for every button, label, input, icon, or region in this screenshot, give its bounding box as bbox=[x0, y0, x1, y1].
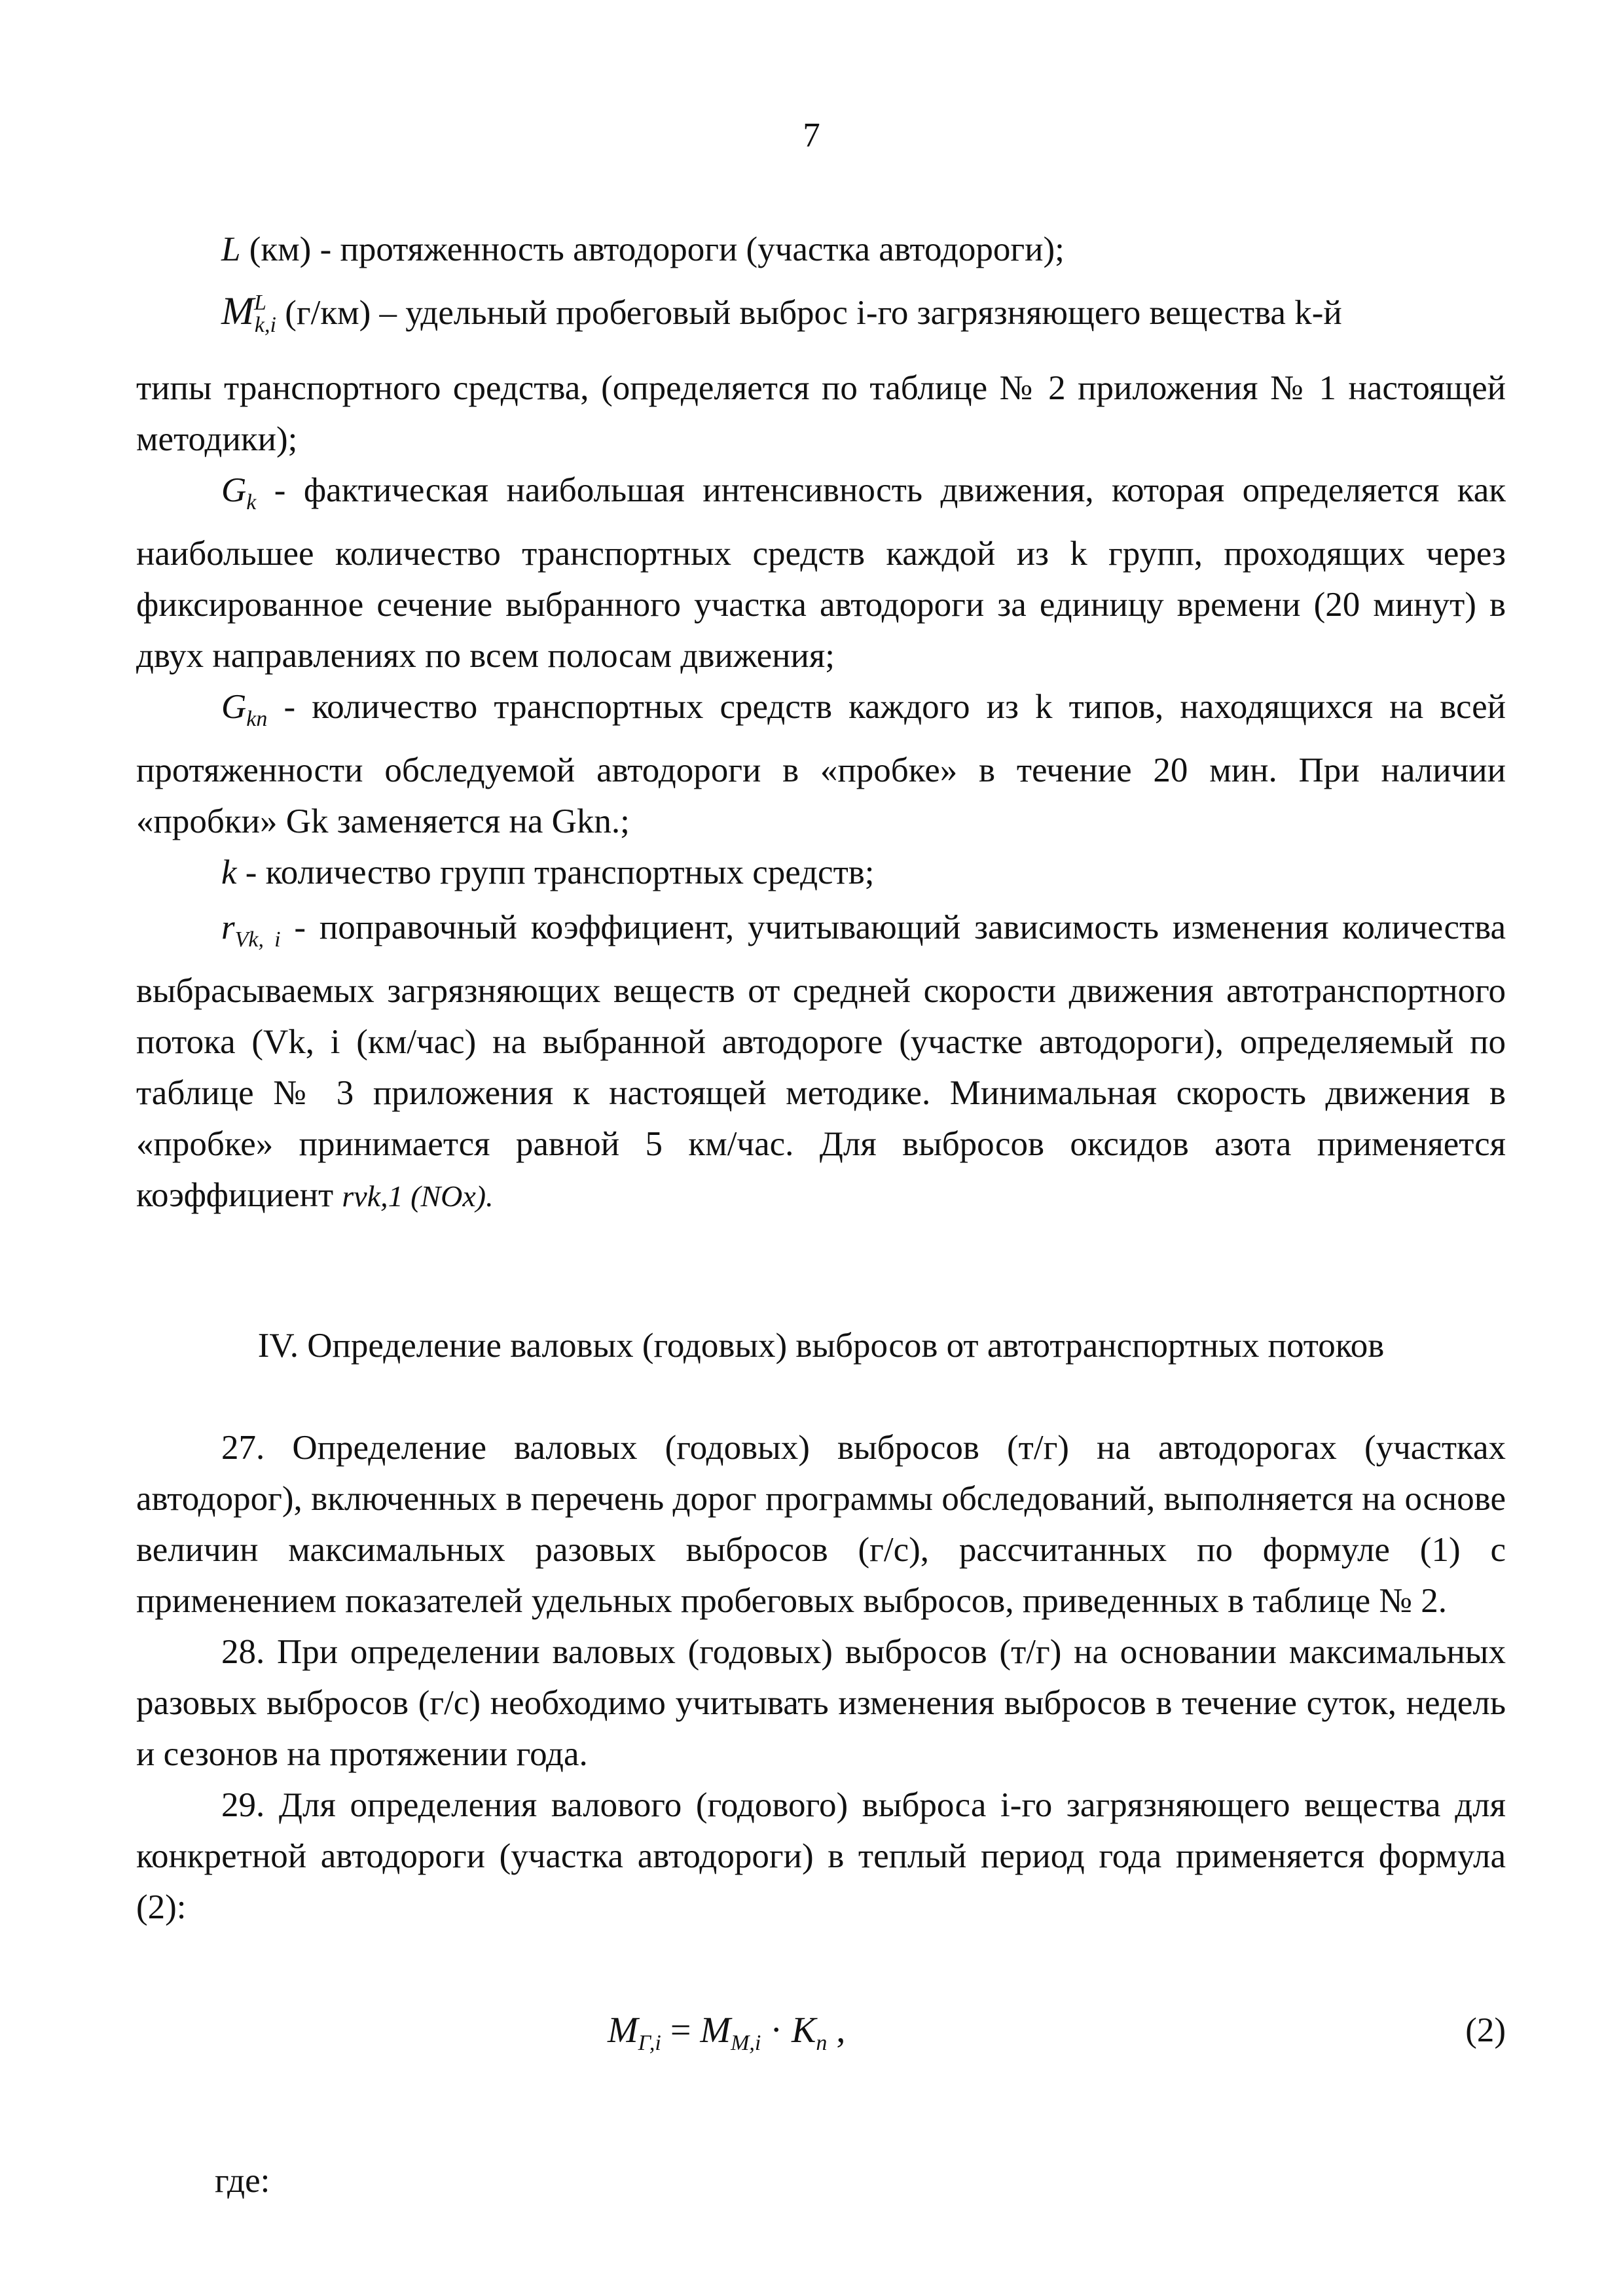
spacer bbox=[136, 1222, 1506, 1320]
symbol-M: $M^L_{k,i}$ bbox=[221, 289, 276, 337]
definition-k-text: - количество групп транспортных средств; bbox=[236, 853, 875, 891]
symbol-r: $r_{Vk, i}$ bbox=[221, 908, 281, 952]
where-label: где: bbox=[215, 2162, 270, 2200]
nox-coefficient: rvk,1 (NOx). bbox=[342, 1179, 494, 1213]
symbol-Gkn: $G_{kn}$ bbox=[221, 688, 268, 731]
formula-number: (2) bbox=[1465, 2011, 1506, 2049]
definition-M-continued: типы транспортного средства, (определяется по таблице № 2 приложения № 1 настоящей методики); bbox=[136, 369, 1506, 458]
symbol-Gk: $G_k$ bbox=[221, 471, 257, 514]
spacer bbox=[136, 1371, 1506, 1422]
definition-M-text: (г/км) – удельный пробеговый выброс i-го загрязняющего вещества k-й bbox=[276, 294, 1342, 332]
page-number: 7 bbox=[803, 117, 820, 154]
definition-r bbox=[136, 902, 1506, 1222]
paragraph-29: 29. Для определения валового (годового) выброса i-го загрязняющего вещества для конкретной автодороги (участка автодороги) в теплый период года применяется формула (2): bbox=[136, 1786, 1506, 1926]
definition-Gk bbox=[136, 465, 1506, 681]
document-body bbox=[136, 224, 1506, 2206]
paragraph-28: 28. При определении валовых (годовых) выбросов (т/г) на основании максимальных разовых выбросов (г/с) необходимо учитывать изменения выбросов в течение суток, недель и сезонов на протяжении года. bbox=[136, 1633, 1506, 1773]
definition-r-text: - поправочный коэффициент, учитывающий зависимость изменения количества выбрасываемых загрязняющих веществ от средней скорости движения автотранспортного потока (Vk, i (км/час) на выбранной автодороге (участке автодороги), определяемый по таблице № 3 приложения к настоящей методике. Минимальная скорость движения в «пробке» принимается равной 5 км/час. Для выбросов оксидов азота применяется коэффициент bbox=[136, 908, 1506, 1214]
section-heading: IV. Определение валовых (годовых) выбросов от автотранспортных потоков bbox=[257, 1327, 1385, 1365]
definition-k bbox=[136, 847, 1506, 898]
symbol-k: k bbox=[221, 853, 237, 891]
definition-L-text: (км) - протяженность автодороги (участка автодороги); bbox=[240, 230, 1065, 268]
paragraph-27: 27. Определение валовых (годовых) выбросов (т/г) на автодорогах (участках автодорог), включенных в перечень дорог программы обследований, выполняется на основе величин максимальных разовых выбросов (г/с), рассчитанных по формуле (1) с применением показателей удельных пробеговых выбросов, приведенных в таблице № 2. bbox=[136, 1429, 1506, 1620]
definition-Gkn bbox=[136, 681, 1506, 847]
definition-L bbox=[136, 224, 1506, 275]
symbol-L: L bbox=[221, 230, 241, 268]
definition-Gkn-text: - количество транспортных средств каждого из k типов, находящихся на всей протяженности обследуемой автодороги в «пробке» в течение 20 мин. При наличии «пробки» Gk заменяется на Gkn.; bbox=[136, 688, 1506, 840]
formula-2 bbox=[136, 1992, 1506, 2070]
definition-Gk-text: - фактическая наибольшая интенсивность движения, которая определяется как наибольшее количество транспортных средств каждой из k групп, проходящих через фиксированное сечение выбранного участка автодороги за единицу времени (20 минут) в двух направлениях по всем полосам движения; bbox=[136, 471, 1506, 675]
formula-expression: $M_{Г,i} = M_{M,i} \cdot K_n$ , bbox=[608, 2010, 846, 2055]
definition-M bbox=[136, 278, 1506, 351]
